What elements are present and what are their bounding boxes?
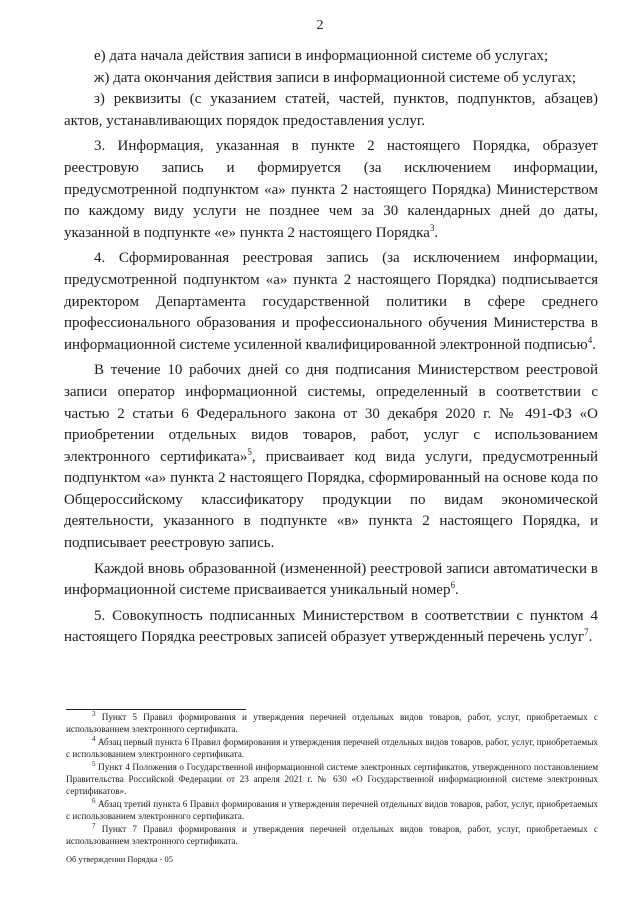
footnote: [66, 761, 598, 798]
footnote-number: 4: [92, 734, 96, 743]
footnote-text: Пункт 5 Правил формирования и утверждения перечней отдельных видов товаров, работ, услуг, приобретаемых с использованием электронного сертификата.: [66, 712, 599, 735]
page-number: 2: [316, 18, 324, 33]
footnote-ref-6: 6: [450, 580, 455, 591]
paragraph-4-second-text-2: , присваивает код вида услуги, предусмотренный подпунктом «а» пункта 2 настоящего Порядка, сформированный на основе кода по Общероссийскому классификатору продукции по видам экономической деятельности, указанного в подпункте «в» пункта 2 настоящего Порядка, и подписывает реестровую запись.: [64, 448, 598, 552]
footnote-ref-5: 5: [247, 446, 252, 457]
paragraph-3: 3. Информация, указанная в пункте 2 настоящего Порядка, образует реестровую запись и формируется (за исключением информации, предусмотренной подпунктом «а» пункта 2 настоящего Порядка) Министерством по каждому виду услуги не позднее чем за 30 календарных дней до даты, указанной в подпункте «е» пункта 2 настоящего Порядка$^3$.: [64, 138, 598, 241]
paragraph-4-third-text: Каждой вновь образованной (измененной) реестровой записи автоматически в информационной системе присваивается уникальный номер: [64, 560, 598, 599]
paragraph-3-text: 3. Информация, указанная в пункте 2 настоящего Порядка, образует реестровую запись и формируется (за исключением информации, предусмотренной подпунктом «а» пункта 2 настоящего Порядка) Министерством по каждому виду услуги не позднее чем за 30 календарных дней до даты, указанной в подпункте «е» пункта 2 настоящего Порядка: [64, 138, 598, 241]
footnote-number: 5: [92, 759, 96, 768]
footnote-text: Пункт 4 Положения о Государственной информационной системе электронных сертификатов, утвержденного постановлением Правительства Российской Федерации от 23 апреля 2021 г. № 630 «О Государственной информационной системе электронных сертификатов».: [66, 761, 599, 797]
document-body: [64, 46, 598, 649]
footnote-ref-4: 4: [587, 334, 593, 345]
footnote-text: Абзац третий пункта 6 Правил формирования и утверждения перечней отдельных видов товаров, работ, услуг, приобретаемых с использованием электронного сертификата.: [66, 798, 598, 822]
footnote-text: Абзац первый пункта 6 Правил формирования и утверждения перечней отдельных видов товаров, работ, услуг, приобретаемых с использованием электронного сертификата.: [66, 736, 598, 760]
paragraph-4-second-text-1: В течение 10 рабочих дней со дня подписания Министерством реестровой записи оператор информационной системы, определенный в соответствии с частью 2 статьи 6 Федерального закона от 30 декабря 2020 г. № 491-ФЗ «О приобретении отдельных видов товаров, работ, услуг с использованием электронного сертификата»: [64, 362, 598, 465]
footnote-number: 7: [92, 821, 96, 830]
footnote: [66, 823, 598, 848]
paragraph-5: 5. Совокупность подписанных Министерством в соответствии с пунктом 4 настоящего Порядка реестровых записей образует утвержденный перечень услуг$^7$.: [64, 607, 598, 646]
footnote-number: 3: [92, 709, 96, 718]
footnotes: [66, 711, 598, 847]
footnote-text: Пункт 7 Правил формирования и утверждения перечней отдельных видов товаров, работ, услуг, приобретаемых с использованием электронного сертификата.: [66, 823, 599, 847]
document-mark: Об утверждении Порядка - 05: [66, 855, 173, 864]
item-z: з) реквизиты (с указанием статей, частей, пунктов, подпунктов, абзацев) актов, устанавливающих порядок предоставления услуг.: [64, 91, 598, 129]
paragraph-4: 4. Сформированная реестровая запись (за исключением информации, предусмотренной подпунктом «а» пункта 2 настоящего Порядка) подписывается директором Департамента государственной политики в сфере среднего профессионального образования и профессионального обучения Министерства в информационной системе усиленной квалифицированной электронной подписью$^4$.: [64, 250, 598, 353]
paragraph-4-text: 4. Сформированная реестровая запись (за исключением информации, предусмотренной подпунктом «а» пункта 2 настоящего Порядка) подписывается директором Департамента государственной политики в сфере среднего профессионального образования и профессионального обучения Министерства в информационной системе усиленной квалифицированной электронной подписью: [64, 250, 598, 353]
item-zh: ж) дата окончания действия записи в информационной системе об услугах;: [94, 69, 577, 86]
footnote: [66, 798, 598, 823]
paragraph-4-third: Каждой вновь образованной (измененной) реестровой записи автоматически в информационной системе присваивается уникальный номер$^6$.: [64, 560, 598, 599]
paragraph-5-text: 5. Совокупность подписанных Министерством в соответствии с пунктом 4 настоящего Порядка реестровых записей образует утвержденный перечень услуг: [64, 607, 598, 646]
footnote-ref-3: 3: [429, 222, 435, 233]
paragraph-4-second: [64, 360, 598, 554]
item-e: е) дата начала действия записи в информационной системе об услугах;: [94, 48, 549, 64]
footnote: [66, 711, 598, 736]
footnote: [66, 736, 598, 761]
footnote-number: 6: [92, 796, 96, 805]
footnote-ref-7: 7: [584, 627, 589, 638]
